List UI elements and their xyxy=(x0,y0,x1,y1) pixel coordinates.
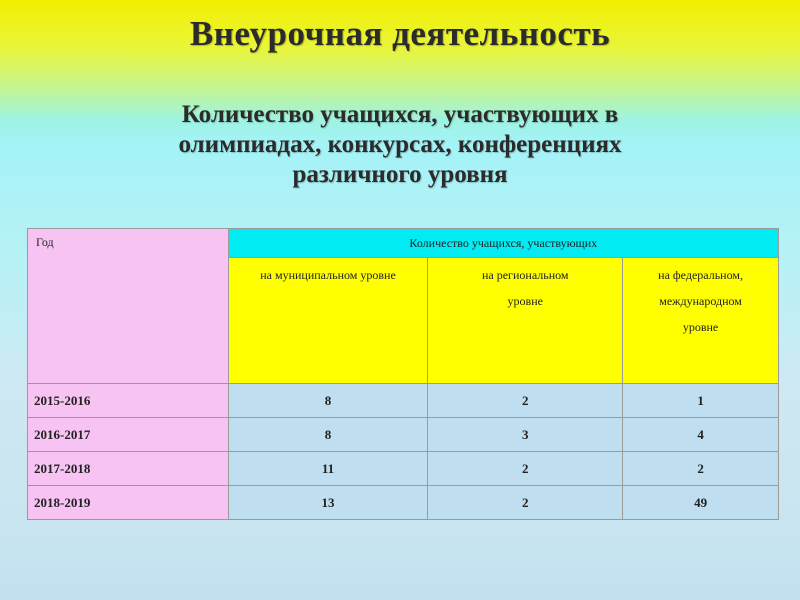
federal-level-label-2: международном xyxy=(659,294,742,308)
regional-value-cell: 3 xyxy=(428,418,623,452)
table-row xyxy=(28,486,779,520)
federal-value-cell: 1 xyxy=(623,384,779,418)
regional-value-cell: 2 xyxy=(428,452,623,486)
federal-value-cell: 49 xyxy=(623,486,779,520)
federal-level-header xyxy=(623,258,779,384)
municipal-value-cell: 8 xyxy=(228,384,428,418)
subtitle-line-2: олимпиадах, конкурсах, конференциях xyxy=(178,131,622,158)
municipal-value-cell: 13 xyxy=(228,486,428,520)
table-row xyxy=(28,418,779,452)
table-row xyxy=(28,452,779,486)
table-row xyxy=(28,384,779,418)
federal-value-cell: 4 xyxy=(623,418,779,452)
slide-title: Внеурочная деятельность xyxy=(189,14,611,53)
slide-subtitle xyxy=(0,100,800,190)
regional-level-label-1: на региональном xyxy=(481,268,569,282)
federal-level-label-3: уровне xyxy=(682,320,719,334)
students-count-header: Количество учащихся, участвующих xyxy=(228,229,778,258)
year-cell: 2017-2018 xyxy=(28,452,229,486)
regional-value-cell: 2 xyxy=(428,486,623,520)
year-cell: 2016-2017 xyxy=(28,418,229,452)
subtitle-line-1: Количество учащихся, участвующих в xyxy=(181,101,619,128)
municipal-level-header xyxy=(228,258,428,384)
municipal-value-cell: 8 xyxy=(228,418,428,452)
federal-level-label-1: на федеральном, xyxy=(658,268,743,282)
regional-level-header xyxy=(428,258,623,384)
year-cell: 2018-2019 xyxy=(28,486,229,520)
municipal-level-label: на муниципальном уровне xyxy=(260,268,396,282)
year-column-header: Год xyxy=(28,229,229,384)
year-cell: 2015-2016 xyxy=(28,384,229,418)
subtitle-line-3: различного уровня xyxy=(292,161,508,188)
regional-level-label-2: уровне xyxy=(507,294,543,308)
municipal-value-cell: 11 xyxy=(228,452,428,486)
regional-value-cell: 2 xyxy=(428,384,623,418)
table-header-row xyxy=(28,229,779,258)
participation-table xyxy=(27,228,779,520)
federal-value-cell: 2 xyxy=(623,452,779,486)
